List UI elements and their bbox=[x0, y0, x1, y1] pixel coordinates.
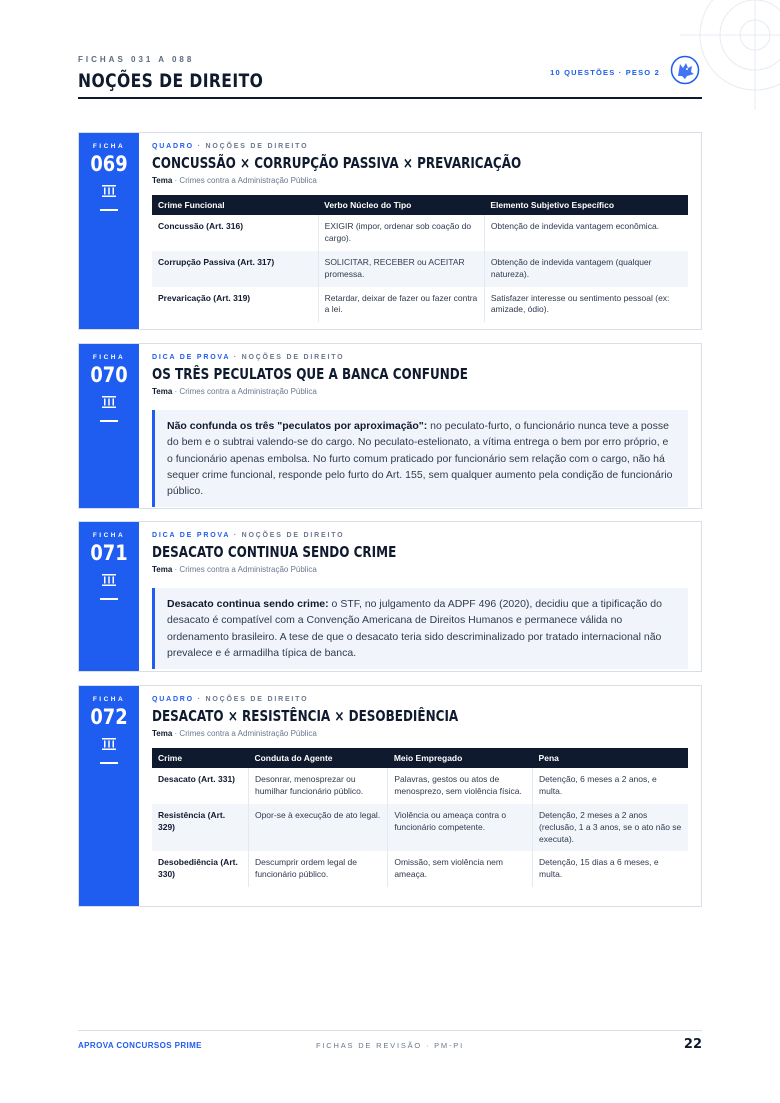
divider bbox=[100, 420, 118, 422]
ficha-number: 069 bbox=[90, 152, 128, 176]
ficha-label: FICHA bbox=[92, 696, 126, 703]
table-row: Concussão (Art. 316) EXIGIR (impor, ordenar sob coação do cargo). Obtenção de indevida vantagem econômica. bbox=[152, 215, 688, 251]
ficha-sidebar bbox=[79, 344, 139, 508]
card-title: DESACATO CONTINUA SENDO CRIME bbox=[152, 543, 397, 561]
page-footer bbox=[78, 1030, 702, 1054]
table-header: Elemento Subjetivo Específico bbox=[484, 195, 688, 215]
divider bbox=[100, 598, 118, 600]
exam-tip-box: Não confunda os três "peculatos por aproximação": no peculato-furto, o funcionário nunca teve a posse do bem e o subtrai valendo-se do cargo. No peculato-estelionato, a vítima entrega o bem por erro próprio, e o funcionário apenas embolsa. No furto comum praticado por funcionário sem relação com o cargo, não há sequer crime funcional, responde pelo furto do Art. 155, sem qualquer aumento pela condição de funcionário público. bbox=[152, 410, 688, 507]
card-tema: Tema · Crimes contra a Administração Pública bbox=[152, 729, 317, 738]
exam-tip-box: Desacato continua sendo crime: o STF, no julgamento da ADPF 496 (2020), decidiu que a tipificação do desacato é compatível com a Convenção Americana de Direitos Humanos e permanece válida no ordenamento brasileiro. A tese de que o desacato teria sido descriminalizado por tratado internacional não prevalece e é armadilha típica de banca. bbox=[152, 588, 688, 669]
ficha-number: 070 bbox=[90, 363, 128, 387]
divider bbox=[100, 762, 118, 764]
comparison-table bbox=[152, 748, 688, 887]
table-row: Desobediência (Art. 330) Descumprir ordem legal de funcionário público. Omissão, sem violência nem ameaça. Detenção, 15 dias a 6 meses, e multa. bbox=[152, 851, 688, 887]
comparison-table bbox=[152, 195, 688, 322]
card-title: OS TRÊS PECULATOS QUE A BANCA CONFUNDE bbox=[152, 365, 468, 383]
ficha-label: FICHA bbox=[92, 532, 126, 539]
table-row: Desacato (Art. 331) Desonrar, menosprezar ou humilhar funcionário público. Palavras, gestos ou atos de menosprezo, sem violência física. Detenção, 6 meses a 2 anos, e multa. bbox=[152, 768, 688, 804]
ficha-sidebar bbox=[79, 133, 139, 329]
ficha-card-071 bbox=[78, 521, 702, 672]
table-header: Verbo Núcleo do Tipo bbox=[318, 195, 484, 215]
page-number: 22 bbox=[683, 1037, 702, 1052]
card-kicker: QUADRO · NOÇÕES DE DIREITO bbox=[152, 143, 309, 150]
page-title: NOÇÕES DE DIREITO bbox=[78, 70, 264, 92]
table-header: Crime Funcional bbox=[152, 195, 318, 215]
ficha-number: 072 bbox=[90, 705, 128, 729]
page-header bbox=[78, 55, 702, 99]
courthouse-icon bbox=[101, 184, 117, 198]
header-supertitle: FICHAS 031 A 088 bbox=[78, 55, 195, 64]
card-kicker: DICA DE PROVA · NOÇÕES DE DIREITO bbox=[152, 354, 345, 361]
table-row: Prevaricação (Art. 319) Retardar, deixar de fazer ou fazer contra a lei. Satisfazer interesse ou sentimento pessoal (ex: amizade, ódio). bbox=[152, 287, 688, 323]
card-tema: Tema · Crimes contra a Administração Pública bbox=[152, 387, 317, 396]
card-title: DESACATO × RESISTÊNCIA × DESOBEDIÊNCIA bbox=[152, 707, 459, 725]
table-header: Pena bbox=[533, 748, 688, 768]
card-title: CONCUSSÃO × CORRUPÇÃO PASSIVA × PREVARICAÇÃO bbox=[152, 154, 522, 172]
ficha-card-069 bbox=[78, 132, 702, 330]
card-kicker: QUADRO · NOÇÕES DE DIREITO bbox=[152, 696, 309, 703]
courthouse-icon bbox=[101, 737, 117, 751]
courthouse-icon bbox=[101, 395, 117, 409]
card-tema: Tema · Crimes contra a Administração Pública bbox=[152, 176, 317, 185]
ficha-card-070 bbox=[78, 343, 702, 509]
footer-subtitle: FICHAS DE REVISÃO · PM-PI bbox=[316, 1041, 464, 1050]
wolf-logo-icon bbox=[670, 55, 700, 85]
ficha-sidebar bbox=[79, 686, 139, 906]
ficha-label: FICHA bbox=[92, 143, 126, 150]
courthouse-icon bbox=[101, 573, 117, 587]
table-row: Corrupção Passiva (Art. 317) SOLICITAR, RECEBER ou ACEITAR promessa. Obtenção de indevida vantagem (qualquer natureza). bbox=[152, 251, 688, 287]
ficha-label: FICHA bbox=[92, 354, 126, 361]
divider bbox=[100, 209, 118, 211]
ficha-card-072 bbox=[78, 685, 702, 907]
ficha-sidebar bbox=[79, 522, 139, 671]
card-tema: Tema · Crimes contra a Administração Pública bbox=[152, 565, 317, 574]
table-header: Crime bbox=[152, 748, 248, 768]
footer-brand: APROVA CONCURSOS PRIME bbox=[78, 1041, 202, 1050]
ficha-number: 071 bbox=[90, 541, 128, 565]
table-header: Meio Empregado bbox=[388, 748, 533, 768]
table-header: Conduta do Agente bbox=[248, 748, 387, 768]
card-kicker: DICA DE PROVA · NOÇÕES DE DIREITO bbox=[152, 532, 345, 539]
header-weight-label: 10 QUESTÕES · PESO 2 bbox=[550, 68, 660, 77]
table-row: Resistência (Art. 329) Opor-se à execução de ato legal. Violência ou ameaça contra o funcionário competente. Detenção, 2 meses a 2 anos (reclusão, 1 a 3 anos, se o ato não se executa). bbox=[152, 804, 688, 852]
